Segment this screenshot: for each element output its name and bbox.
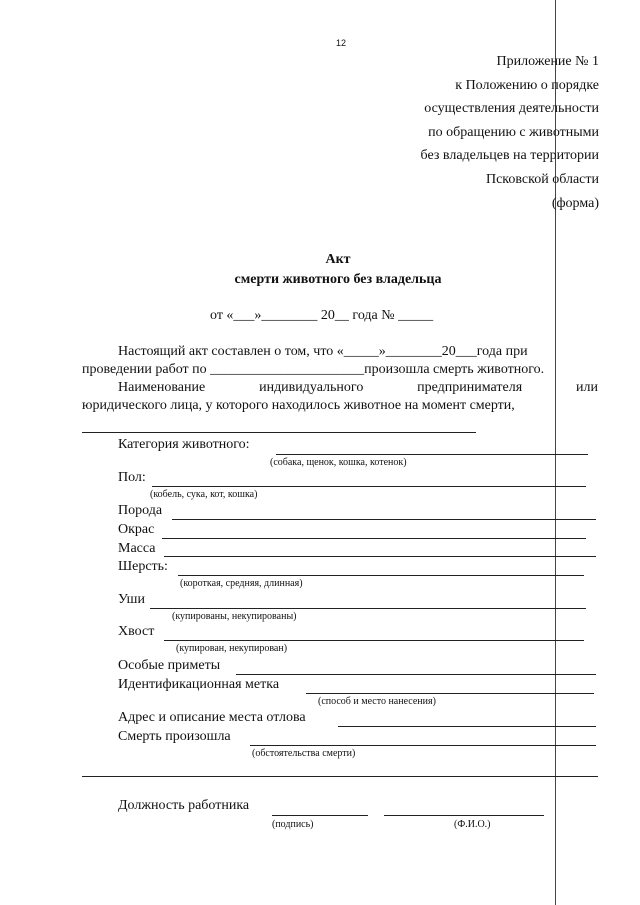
fur-label: Шерсть: [118,559,168,574]
weight-field[interactable] [164,556,596,557]
page-number: 12 [336,38,347,48]
paragraph-line-2: проведении работ по ______________________произошла смерть животного. [82,362,545,377]
color-label: Окрас [118,522,155,537]
full-name-hint: (Ф.И.О.) [454,819,491,830]
appendix-line: Приложение № 1 [496,54,599,69]
ears-hint: (купированы, некупированы) [172,611,297,622]
full-name-field[interactable] [384,815,544,816]
fur-field[interactable] [178,575,584,576]
signature-label: Должность работника [118,798,250,813]
appendix-line: без владельцев на территории [420,148,599,164]
weight-label: Масса [118,541,156,556]
appendix-line: к Положению о порядке [455,77,599,93]
id-tag-hint: (способ и место нанесения) [318,696,436,707]
category-field[interactable] [276,454,588,455]
paragraph-word: предпринимателя [417,380,523,395]
death-label: Смерть произошла [118,729,231,744]
sex-field[interactable] [152,486,586,487]
id-tag-field[interactable] [306,693,594,694]
paragraph-line-1: Настоящий акт составлен о том, что «_____»________20___года при [118,344,528,359]
appendix-line: по обращению с животными [428,124,599,140]
fur-hint: (короткая, средняя, длинная) [180,578,303,589]
document-title: Акт [325,252,351,267]
address-label: Адрес и описание места отлова [118,710,306,725]
tail-field[interactable] [164,640,584,641]
category-hint: (собака, щенок, кошка, котенок) [270,457,407,468]
paragraph-word: или [576,380,598,395]
paragraph-line-4: юридического лица, у которого находилось животное на момент смерти, [82,398,515,413]
fill-line[interactable] [82,432,476,433]
appendix-line: (форма) [551,195,599,211]
paragraph-word: Наименование [118,380,206,395]
color-field[interactable] [162,538,586,539]
breed-label: Порода [118,503,163,518]
address-field[interactable] [338,726,596,727]
ears-field[interactable] [150,608,586,609]
sex-label: Пол: [118,470,146,485]
marks-label: Особые приметы [118,658,221,673]
signature-hint: (подпись) [272,819,314,830]
sex-hint: (кобель, сука, кот, кошка) [150,489,258,500]
appendix-line: Псковской области [485,171,599,187]
appendix-header [421,50,599,215]
paragraph-line-3 [118,380,598,396]
signature-field[interactable] [272,815,368,816]
tail-label: Хвост [118,624,155,639]
id-tag-label: Идентификационная метка [118,677,280,692]
appendix-line: осуществления деятельности [424,101,599,117]
category-label: Категория животного: [118,437,250,452]
tail-hint: (купирован, некупирован) [176,643,288,654]
breed-field[interactable] [172,519,596,520]
document-subtitle: смерти животного без владельца [234,272,442,287]
ears-label: Уши [118,592,145,607]
death-hint: (обстоятельства смерти) [252,748,356,759]
fill-line[interactable] [82,776,598,777]
paragraph-word: индивидуального [259,380,364,395]
death-field[interactable] [250,745,596,746]
marks-field[interactable] [236,674,596,675]
date-line: от «___»________ 20__ года № _____ [210,308,434,323]
